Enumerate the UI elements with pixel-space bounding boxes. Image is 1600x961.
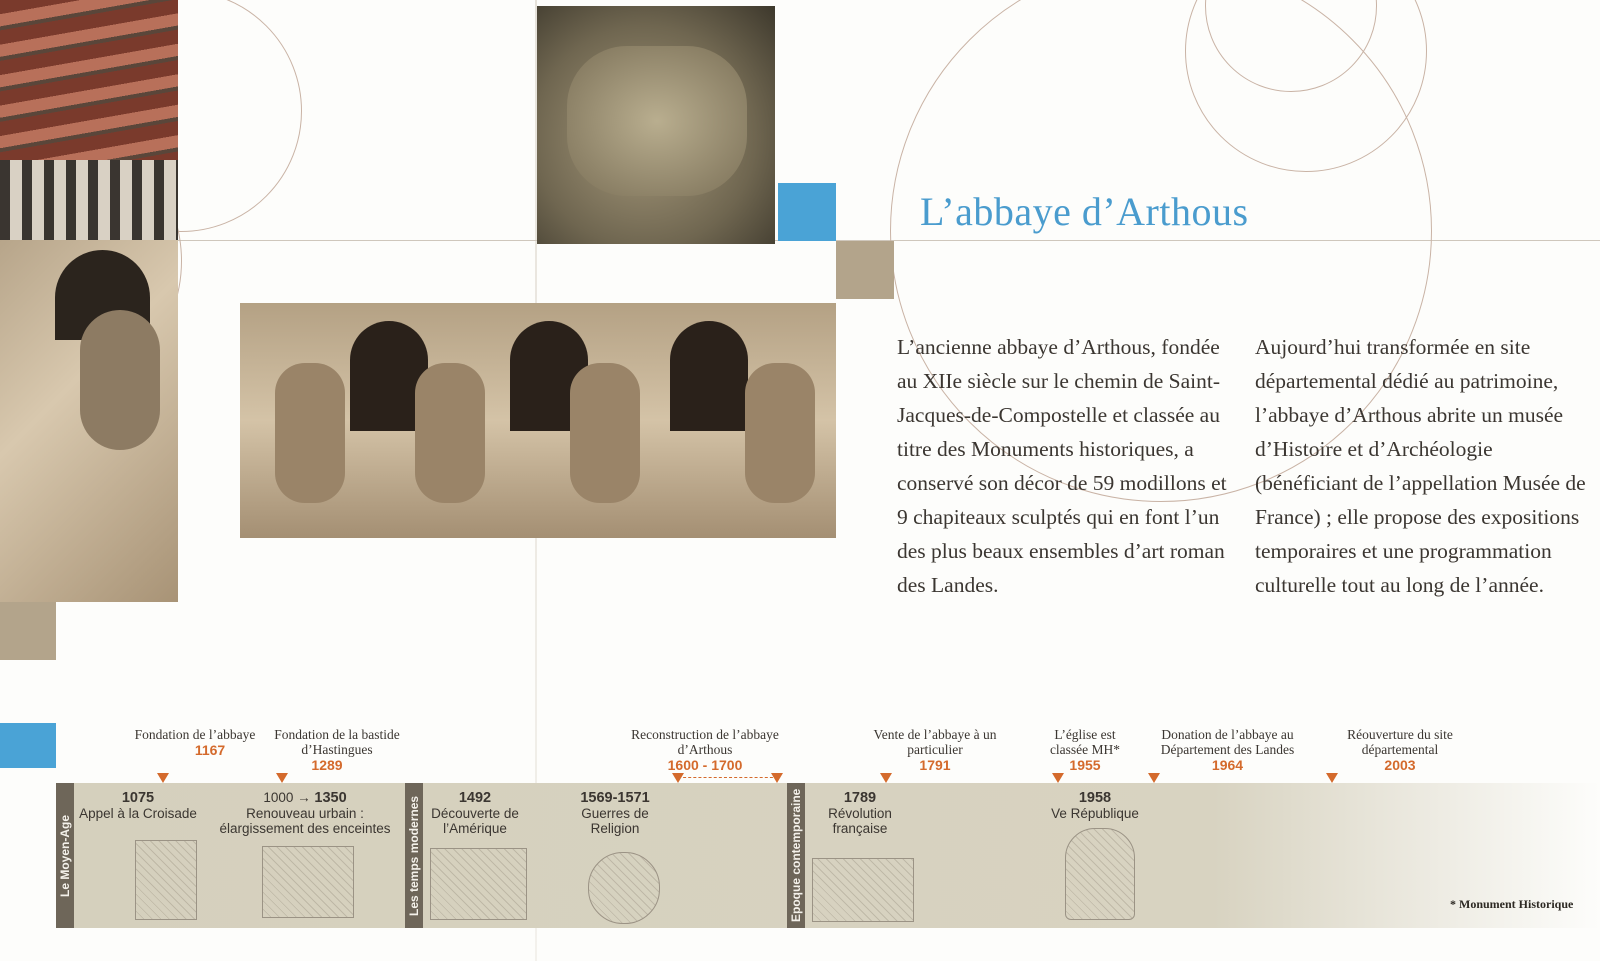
history-event bbox=[78, 790, 198, 821]
de-gaulle-sketch bbox=[1065, 828, 1135, 920]
roof-stone-frieze bbox=[0, 160, 178, 240]
history-year: 1075 bbox=[121, 790, 155, 806]
event-year: 1289 bbox=[311, 757, 343, 773]
abbey-event bbox=[262, 727, 412, 773]
history-label: Renouveau urbain : élargissement des enceintes bbox=[219, 806, 391, 836]
modillon-figure bbox=[745, 363, 815, 503]
abbey-event bbox=[865, 727, 1005, 773]
accent-square-blue bbox=[778, 183, 836, 241]
crusader-sketch bbox=[135, 840, 197, 920]
modillon-figure bbox=[275, 363, 345, 503]
timeline-marker bbox=[1052, 773, 1064, 783]
event-year: 2003 bbox=[1384, 757, 1416, 773]
event-label: Reconstruction de l’abbaye d’Arthous bbox=[631, 727, 779, 757]
modillon-figure bbox=[570, 363, 640, 503]
bastille-sketch bbox=[812, 858, 914, 922]
event-year: 1600 - 1700 bbox=[667, 757, 743, 773]
history-event bbox=[565, 790, 665, 836]
modillon-figure bbox=[415, 363, 485, 503]
history-label: Guerres de Religion bbox=[581, 806, 649, 836]
history-year: 1569-1571 bbox=[580, 790, 650, 806]
footnote: * Monument Historique bbox=[1450, 897, 1574, 911]
timeline-marker bbox=[771, 773, 783, 783]
corbel-wall-photo bbox=[0, 240, 178, 602]
timeline-marker bbox=[276, 773, 288, 783]
timeline-marker bbox=[157, 773, 169, 783]
accent-square-tan bbox=[0, 602, 56, 660]
town-sketch bbox=[262, 846, 354, 918]
accent-square-tan bbox=[836, 241, 894, 299]
arch-shadow bbox=[670, 321, 748, 431]
period-label-temps-modernes: Les temps modernes bbox=[405, 783, 423, 928]
abbey-event bbox=[1140, 727, 1315, 773]
corbel-sculpture bbox=[80, 310, 160, 450]
museum-paragraph: Aujourd’hui transformée en site départemental dédié au patrimoine, l’abbaye d’Arthous abrite un musée d’Histoire et d’Archéologie (bénéficiant de l’appellation Musée de France) ; elle propose des expositions temporaires et une programmation culturelle tout au long de l’année. bbox=[1255, 335, 1586, 597]
intro-paragraph: L’ancienne abbaye d’Arthous, fondée au XIIe siècle sur le chemin de Saint-Jacques-de-Compostelle et classée au titre des Monuments historiques, a conservé son décor de 59 modillons et 9 chapiteaux sculptés qui en font l’un des plus beaux ensembles d’art roman des Landes. bbox=[897, 335, 1227, 597]
page-title: L’abbaye d’Arthous bbox=[920, 189, 1249, 234]
king-sketch bbox=[588, 852, 660, 924]
history-event bbox=[1040, 790, 1150, 821]
event-label: Donation de l’abbaye au Département des Landes bbox=[1160, 727, 1295, 757]
lion-capital-photo bbox=[537, 6, 775, 244]
timeline-marker bbox=[880, 773, 892, 783]
accent-square-blue bbox=[0, 723, 56, 768]
period-label-moyen-age: Le Moyen-Age bbox=[56, 783, 74, 928]
history-event bbox=[815, 790, 905, 836]
event-year: 1955 bbox=[1069, 757, 1101, 773]
event-label: Réouverture du site départemental bbox=[1347, 727, 1453, 757]
roof-photo bbox=[0, 0, 178, 240]
event-label: Fondation de la bastide d’Hastingues bbox=[274, 727, 400, 757]
abbey-event bbox=[1040, 727, 1130, 773]
event-label: L’église est classée MH* bbox=[1049, 727, 1121, 757]
event-label: Fondation de l’abbaye bbox=[134, 727, 256, 742]
timeline-marker bbox=[672, 773, 684, 783]
event-year: 1791 bbox=[919, 757, 951, 773]
range-line bbox=[678, 777, 778, 779]
history-year-from: 1000 bbox=[263, 790, 294, 805]
history-label: Révolution française bbox=[828, 806, 892, 836]
event-year: 1167 bbox=[194, 742, 226, 758]
history-label: Appel à la Croisade bbox=[79, 806, 197, 821]
modillons-frieze-photo bbox=[240, 303, 836, 538]
history-label: Ve République bbox=[1051, 806, 1139, 821]
history-label: Découverte de l’Amérique bbox=[431, 806, 519, 836]
history-year: 1492 bbox=[458, 790, 492, 806]
event-year: 1964 bbox=[1211, 757, 1244, 773]
period-label-contemporaine: Epoque contemporaine bbox=[787, 783, 805, 928]
event-label: Vente de l’abbaye à un particulier bbox=[873, 727, 997, 757]
abbey-event bbox=[130, 727, 260, 758]
history-event bbox=[210, 790, 400, 836]
timeline-marker bbox=[1326, 773, 1338, 783]
history-event bbox=[425, 790, 525, 836]
ship-sketch bbox=[430, 848, 527, 920]
history-year: 1350 bbox=[314, 790, 347, 806]
abbey-event bbox=[1320, 727, 1480, 773]
history-year: 1789 bbox=[843, 790, 877, 806]
lion-sculpture bbox=[567, 46, 747, 196]
abbey-event bbox=[630, 727, 780, 773]
timeline-marker bbox=[1148, 773, 1160, 783]
history-year: 1958 bbox=[1078, 790, 1112, 806]
arrow-icon: → bbox=[297, 790, 311, 805]
